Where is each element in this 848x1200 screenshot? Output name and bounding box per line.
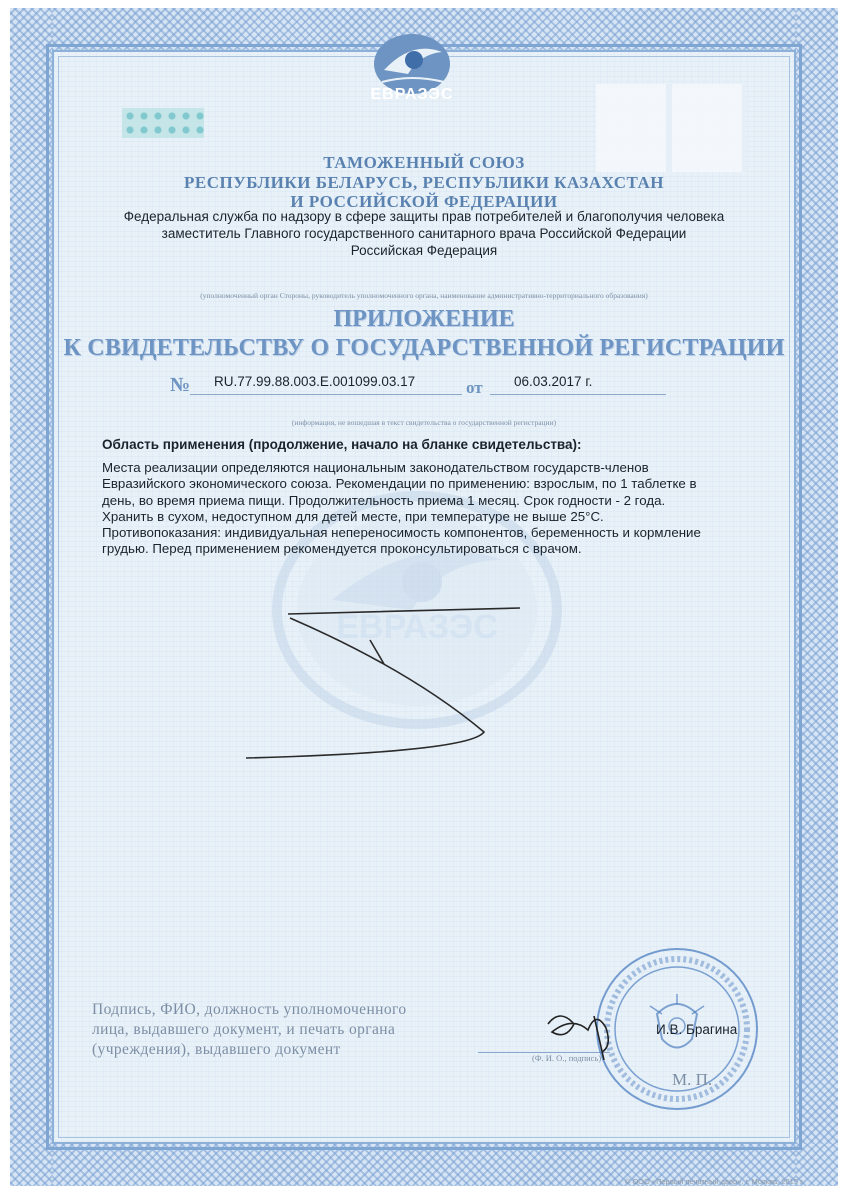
agency-line2: заместитель Главного государственного санитарного врача Российской Федерации — [161, 226, 687, 241]
agency-line1: Федеральная служба по надзору в сфере защиты прав потребителей и благополучия человека — [123, 209, 725, 224]
watermark-text: ЕВРАЗЭС — [336, 608, 498, 646]
union-title-line1: ТАМОЖЕННЫЙ СОЮЗ — [323, 153, 525, 172]
union-title-line2: РЕСПУБЛИКИ БЕЛАРУСЬ, РЕСПУБЛИКИ КАЗАХСТАН — [184, 173, 664, 192]
signer-name: И.В. Брагина — [656, 1022, 738, 1037]
eurasec-logo — [362, 30, 462, 110]
signature-caption-line: (учреждения), выдавшего документ — [92, 1041, 341, 1058]
document-title: ПРИЛОЖЕНИЕ — [333, 306, 515, 332]
number-underline — [190, 394, 462, 395]
agency-caption: (уполномоченный орган Стороны, руководитель уполномоченного органа, наименование административно-территориального образования) — [200, 291, 648, 300]
registration-number: RU.77.99.88.003.E.001099.03.17 — [214, 374, 416, 389]
scope-line: Евразийского экономического союза. Рекомендации по применению: взрослым, по 1 таблетке в — [102, 476, 697, 492]
scope-line: день, во время приема пищи. Продолжительность приема 1 месяц. Срок годности - 2 года. — [102, 492, 666, 508]
registration-date: 06.03.2017 г. — [514, 374, 593, 389]
scope-line: Места реализации определяются национальным законодательством государств-членов — [102, 460, 649, 475]
info-caption: (информация, не вошедшая в текст свидетельства о государственной регистрации) — [291, 418, 557, 427]
scope-line: Хранить в сухом, недоступном для детей месте, при температуре не выше 25°С. — [102, 508, 604, 524]
printer-note: © ООО «Первый печатный двор», г. Москва, 2015 г. — [624, 1177, 804, 1186]
union-title-line3: И РОССИЙСКОЙ ФЕДЕРАЦИИ — [290, 192, 558, 211]
signature-caption — [92, 1000, 462, 1060]
agency-line3: Российская Федерация — [350, 243, 498, 258]
registration-number-row — [0, 372, 848, 398]
signature-caption-line: лица, выдавшего документ, и печать органа — [92, 1021, 396, 1038]
scope-line: грудью. Перед применением рекомендуется проконсультироваться с врачом. — [102, 541, 582, 557]
scope-line: Противопоказания: индивидуальная непереносимость компонентов, беременность и кормление — [102, 525, 701, 541]
logo-text: ЕВРАЗЭС — [370, 86, 454, 103]
number-sign: № — [170, 374, 191, 396]
scope-body — [102, 460, 752, 558]
stamp-place-label: М. П. — [672, 1070, 713, 1089]
fio-caption: (Ф. И. О., подпись) — [532, 1053, 602, 1063]
hologram-strip — [122, 108, 204, 138]
date-label: от — [466, 378, 483, 397]
document-subtitle: К СВИДЕТЕЛЬСТВУ О ГОСУДАРСТВЕННОЙ РЕГИСТРАЦИИ — [63, 335, 785, 361]
date-underline — [490, 394, 666, 395]
scope-heading: Область применения (продолжение, начало на бланке свидетельства): — [102, 437, 582, 452]
signature-caption-line: Подпись, ФИО, должность уполномоченного — [92, 1001, 407, 1018]
